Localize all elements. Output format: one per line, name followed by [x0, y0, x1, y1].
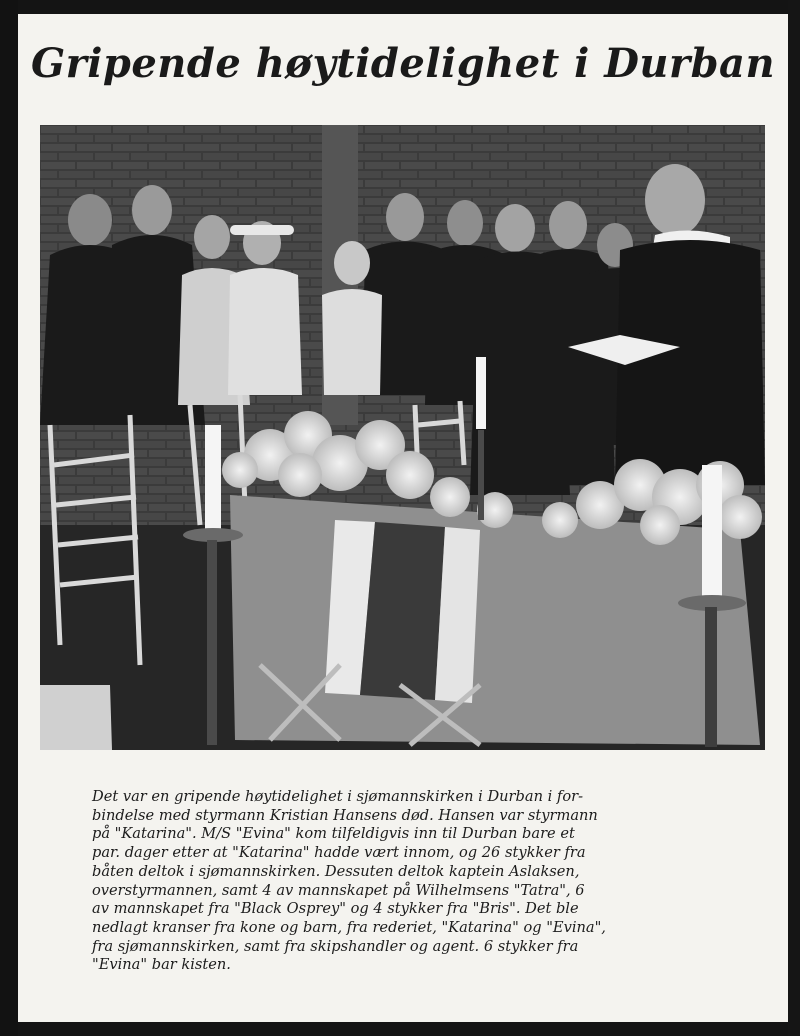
caption-line: "Evina" bar kisten.: [92, 956, 231, 974]
funeral-photo: [40, 125, 765, 750]
caption-line: overstyrmannen, samt 4 av mannskapet på Wilhelmsens "Tatra", 6: [92, 881, 585, 899]
caption-line: nedlagt kranser fra kone og barn, fra rederiet, "Katarina" og "Evina",: [92, 918, 606, 936]
scan-border-bottom: [0, 1022, 800, 1036]
funeral-photo-illustration: [40, 125, 765, 750]
caption-line: bindelse med styrmann Kristian Hansens død. Hansen var styrmann: [92, 806, 598, 824]
caption-line: båten deltok i sjømannskirken. Dessuten deltok kaptein Aslaksen,: [92, 862, 580, 880]
scan-border-left: [0, 0, 18, 1036]
caption-line: på "Katarina". M/S "Evina" kom tilfeldigvis inn til Durban bare et: [92, 825, 575, 843]
headline: Gripende høytidelighet i Durban: [30, 40, 776, 87]
caption-line: par. dager etter at "Katarina" hadde vært innom, og 26 stykker fra: [92, 844, 586, 862]
caption-line: av mannskapet fra "Black Osprey" og 4 stykker fra "Bris". Det ble: [92, 900, 579, 918]
scan-border-right: [788, 0, 800, 1036]
caption-line: Det var en gripende høytidelighet i sjømannskirken i Durban i for-: [92, 788, 584, 805]
photo-caption: [92, 788, 732, 975]
caption-line: fra sjømannskirken, samt fra skipshandler og agent. 6 stykker fra: [92, 937, 579, 955]
scan-border-top: [0, 0, 800, 14]
